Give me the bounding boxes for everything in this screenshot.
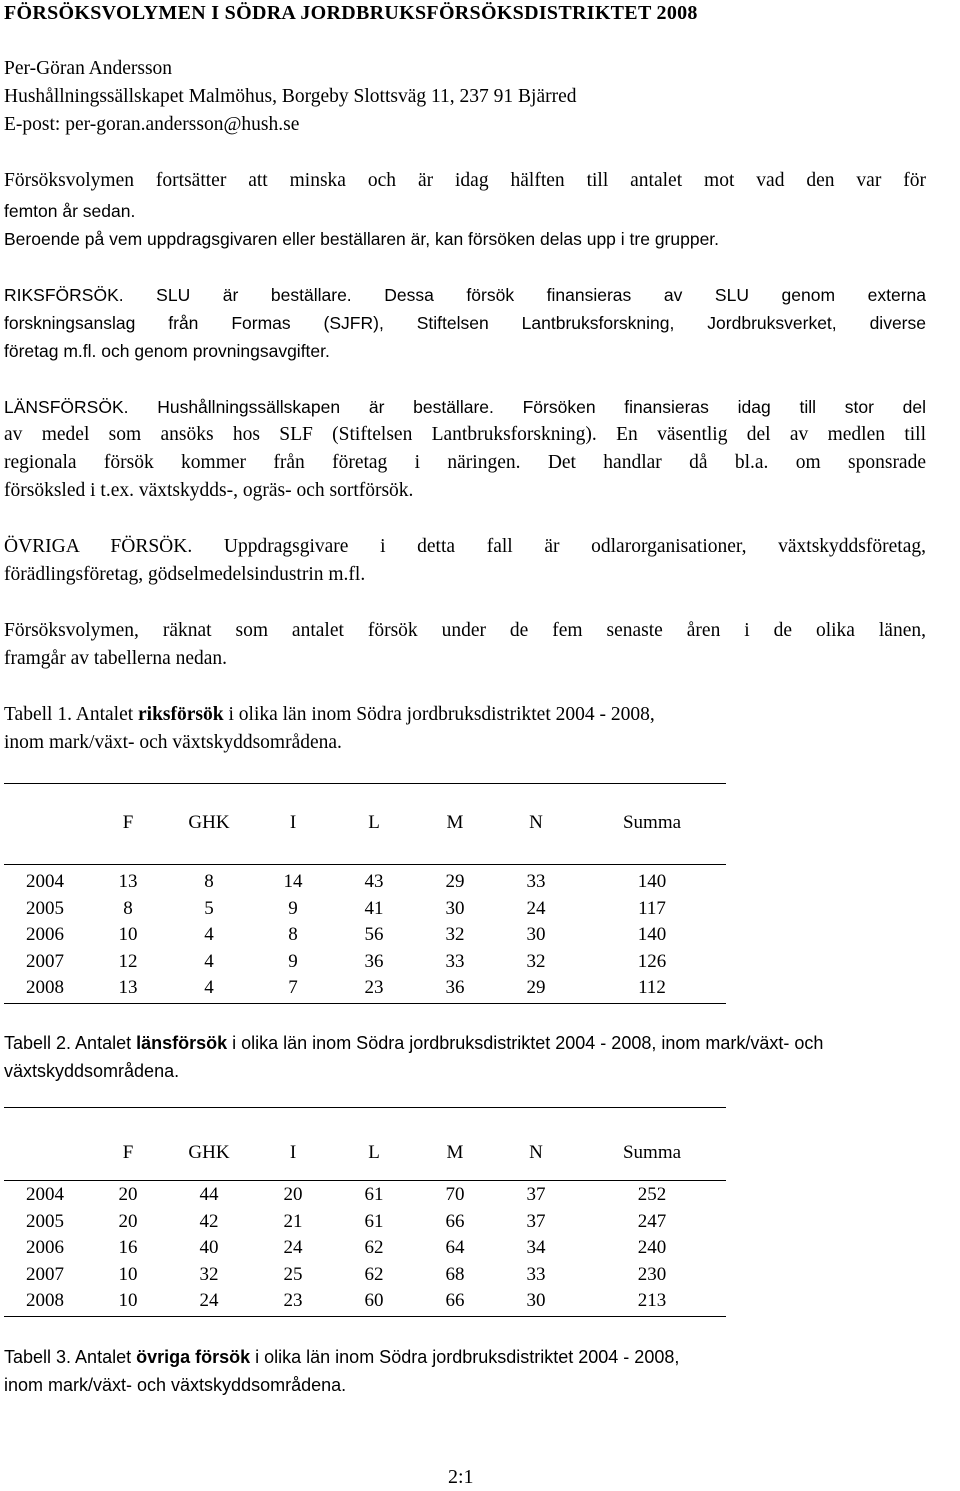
- table-cell: 44: [199, 1184, 219, 1205]
- table1-bottom-rule: [4, 1003, 726, 1004]
- riks-line-3: företag m.fl. och genom provningsavgifter.: [4, 341, 330, 361]
- table-cell: 66: [445, 1210, 465, 1232]
- table-cell: 36: [364, 950, 384, 972]
- table-cell: 10: [118, 924, 138, 945]
- table-cell: 30: [526, 924, 546, 945]
- table-cell: 7: [288, 977, 298, 998]
- intro-line-2: femton år sedan.: [4, 201, 136, 221]
- table1-top-rule: [4, 783, 726, 784]
- column-header: M: [446, 812, 464, 833]
- lans-line-4: försöksled i t.ex. växtskydds-, ogräs- och sortförsök.: [4, 480, 414, 501]
- lans-line-3: regionala försök kommer från företag i näringen. Det handlar då bl.a. om sponsrade: [4, 452, 926, 473]
- riks-line-1: RIKSFÖRSÖK. SLU är beställare. Dessa försök finansieras av SLU genom externa: [4, 285, 926, 305]
- intro-line-3: Beroende på vem uppdragsgivaren eller beställaren är, kan försöken delas upp i tre grupper.: [4, 229, 720, 249]
- table2-caption: Tabell 2. Antalet länsförsök i olika län inom Södra jordbruksdistriktet 2004 - 2008, inom mark/växt- och: [4, 1033, 824, 1053]
- table-cell: 32: [526, 950, 546, 972]
- table-cell: 21: [283, 1210, 303, 1232]
- table-cell: 10: [118, 1290, 138, 1311]
- column-header: F: [122, 812, 134, 833]
- column-header: I: [289, 1142, 297, 1163]
- table-cell: 247: [637, 1210, 667, 1232]
- table-cell: 36: [445, 977, 465, 998]
- table-cell: 32: [199, 1263, 219, 1285]
- table-cell: 240: [637, 1237, 667, 1258]
- column-header: I: [289, 812, 297, 833]
- row-year: 2004: [26, 1184, 64, 1205]
- row-year: 2006: [26, 924, 64, 945]
- table-cell: 70: [445, 1184, 465, 1205]
- table-cell: 140: [637, 871, 667, 892]
- table-cell: 43: [364, 871, 384, 892]
- table-cell: 4: [204, 977, 214, 998]
- table-cell: 252: [637, 1184, 667, 1205]
- table1-header-rule: [4, 864, 726, 865]
- table2-header-rule: [4, 1180, 726, 1181]
- table3-caption: Tabell 3. Antalet övriga försök i olika län inom Södra jordbruksdistriktet 2004 - 2008,: [4, 1347, 680, 1367]
- table-cell: 13: [118, 871, 138, 892]
- page-number: 2:1: [448, 1466, 474, 1488]
- table-cell: 9: [288, 950, 298, 972]
- row-year: 2005: [26, 897, 64, 919]
- table-cell: 62: [364, 1237, 384, 1258]
- table-cell: 29: [526, 977, 546, 998]
- table1-caption-line-2: inom mark/växt- och växtskyddsområdena.: [4, 732, 342, 753]
- table1-caption: Tabell 1. Antalet riksförsök i olika län inom Södra jordbruksdistriktet 2004 - 2008,: [4, 704, 655, 725]
- table-cell: 42: [199, 1210, 219, 1232]
- table-cell: 24: [526, 897, 546, 919]
- table-cell: 32: [445, 924, 465, 945]
- table-cell: 24: [199, 1290, 219, 1311]
- volym-line-2: framgår av tabellerna nedan.: [4, 648, 228, 669]
- row-year: 2007: [26, 1263, 64, 1285]
- author-email: E-post: per-goran.andersson@hush.se: [4, 114, 300, 135]
- author-name: Per-Göran Andersson: [4, 58, 173, 79]
- table-cell: 61: [364, 1210, 384, 1232]
- row-year: 2005: [26, 1210, 64, 1232]
- intro-line-1: Försöksvolymen fortsätter att minska och är idag hälften till antalet mot vad den var för: [4, 170, 926, 191]
- riks-line-2: forskningsanslag från Formas (SJFR), Stiftelsen Lantbruksforskning, Jordbruksverket, diverse: [4, 313, 926, 333]
- table-cell: 66: [445, 1290, 465, 1311]
- table-cell: 37: [526, 1210, 546, 1232]
- table-cell: 10: [118, 1263, 138, 1285]
- table-cell: 41: [364, 897, 384, 919]
- table-cell: 29: [445, 871, 465, 892]
- table2-top-rule: [4, 1107, 726, 1108]
- table-cell: 14: [283, 871, 303, 892]
- table-cell: 25: [283, 1263, 303, 1285]
- table-cell: 60: [364, 1290, 384, 1311]
- column-header: GHK: [188, 1142, 230, 1163]
- ovriga-line-2: förädlingsföretag, gödselmedelsindustrin m.fl.: [4, 564, 366, 585]
- row-year: 2007: [26, 950, 64, 972]
- lans-line-1: LÄNSFÖRSÖK. Hushållningssällskapen är beställare. Försöken finansieras idag till stor del: [4, 397, 926, 417]
- table-cell: 4: [204, 950, 214, 972]
- table-cell: 8: [123, 897, 133, 919]
- page-title: FÖRSÖKSVOLYMEN I SÖDRA JORDBRUKSFÖRSÖKSDISTRIKTET 2008: [4, 2, 698, 24]
- table-cell: 9: [288, 897, 298, 919]
- column-header: L: [368, 1142, 380, 1163]
- row-year: 2008: [26, 1290, 64, 1311]
- table2-caption-line-2: växtskyddsområdena.: [4, 1061, 180, 1081]
- table-cell: 117: [638, 897, 666, 919]
- table-cell: 16: [118, 1237, 138, 1258]
- table-cell: 23: [364, 977, 384, 998]
- table-cell: 34: [526, 1237, 546, 1258]
- row-year: 2008: [26, 977, 64, 998]
- table3-caption-line-2: inom mark/växt- och växtskyddsområdena.: [4, 1375, 347, 1395]
- row-year: 2006: [26, 1237, 64, 1258]
- table-cell: 62: [364, 1263, 384, 1285]
- volym-line-1: Försöksvolymen, räknat som antalet försök under de fem senaste åren i de olika länen,: [4, 620, 926, 641]
- column-header: N: [529, 812, 543, 833]
- table-cell: 13: [118, 977, 138, 998]
- table-cell: 126: [637, 950, 667, 972]
- lans-line-2: av medel som ansöks hos SLF (Stiftelsen Lantbruksforskning). En väsentlig del av medlen till: [4, 424, 926, 445]
- table-cell: 140: [637, 924, 667, 945]
- table-cell: 20: [118, 1184, 138, 1205]
- author-organization: Hushållningssällskapet Malmöhus, Borgeby Slottsväg 11, 237 91 Bjärred: [4, 86, 577, 107]
- table-cell: 30: [445, 897, 465, 919]
- table-cell: 64: [445, 1237, 465, 1258]
- column-header: N: [529, 1142, 543, 1163]
- table-cell: 5: [204, 897, 214, 919]
- table-cell: 8: [288, 924, 298, 945]
- table-cell: 68: [445, 1263, 465, 1285]
- table-cell: 4: [204, 924, 214, 945]
- table-cell: 33: [526, 871, 546, 892]
- column-header: Summa: [622, 1142, 682, 1163]
- table-cell: 12: [118, 950, 138, 972]
- column-header: L: [368, 812, 380, 833]
- table-cell: 33: [526, 1263, 546, 1285]
- row-year: 2004: [26, 871, 64, 892]
- column-header: M: [446, 1142, 464, 1163]
- table-cell: 40: [199, 1237, 219, 1258]
- table2-bottom-rule: [4, 1316, 726, 1317]
- table-cell: 20: [118, 1210, 138, 1232]
- table-cell: 213: [637, 1290, 667, 1311]
- ovriga-line-1: ÖVRIGA FÖRSÖK. Uppdragsgivare i detta fall är odlarorganisationer, växtskyddsföretag,: [4, 536, 926, 557]
- table-cell: 8: [204, 871, 214, 892]
- column-header: GHK: [188, 812, 230, 833]
- table-cell: 23: [283, 1290, 303, 1311]
- table-cell: 30: [526, 1290, 546, 1311]
- table-cell: 112: [638, 977, 666, 998]
- table-cell: 20: [283, 1184, 303, 1205]
- table-cell: 61: [364, 1184, 384, 1205]
- table-cell: 24: [283, 1237, 303, 1258]
- column-header: Summa: [622, 812, 682, 833]
- table-cell: 37: [526, 1184, 546, 1205]
- table-cell: 230: [637, 1263, 667, 1285]
- column-header: F: [122, 1142, 134, 1163]
- table-cell: 33: [445, 950, 465, 972]
- table-cell: 56: [364, 924, 384, 945]
